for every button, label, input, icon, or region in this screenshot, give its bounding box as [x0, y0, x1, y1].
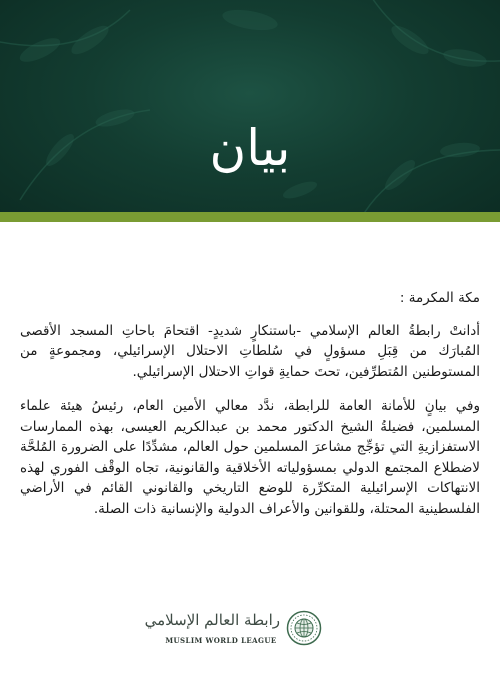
- statement-paragraph-1: أدانتْ رابطةُ العالم الإسلامي -باستنكارٍ شديدٍ- اقتحامَ باحاتِ المسجد الأقصى المُبارَك من قِبَلِ مسؤولٍ في سُلطاتِ الاحتلال الإسرائيلي، ومجموعةٍ من المستوطنين المُتطرِّفين، تحتَ حمايةِ قواتِ الاحتلال الإسرائيلي.: [20, 322, 480, 380]
- statement-body: [20, 288, 480, 519]
- addressee-line: مكة المكرمة :: [399, 290, 480, 306]
- organization-logo: [144, 608, 350, 656]
- statement-paragraph-2: وفي بيانٍ للأمانة العامة للرابطة، ندَّد معالي الأمين العام، رئيسُ هيئة علماء المسلمين، فضيلةُ الشيخ الدكتور محمد بن عبدالكريم العيسى، بهذه الممارسات الاستفزازيةِ التي تؤجِّج مشاعرَ المسلمين حول العالم، مشدِّدًا على الضرورة المُلحَّة لاضطلاع المجتمع الدولي بمسؤولياته الأخلاقية والقانونية، تجاه الوقْف الفوري لهذه الانتهاكات الإسرائيلية المتكرِّرة للوضع التاريخي والقانوني القائم في الأراضي الفلسطينية المحتلة، وللقوانين والأعراف الدولية والإنسانية ذات الصلة.: [20, 398, 480, 517]
- accent-bar: [0, 212, 500, 222]
- leaf-pattern-decoration: [0, 0, 500, 222]
- page-title: بيان: [209, 119, 291, 177]
- globe-emblem-icon: [286, 610, 322, 646]
- logo-arabic-text: رابطة العالم الإسلامي: [144, 611, 280, 629]
- logo-english-text: MUSLIM WORLD LEAGUE: [165, 636, 277, 645]
- header-banner: [0, 0, 500, 222]
